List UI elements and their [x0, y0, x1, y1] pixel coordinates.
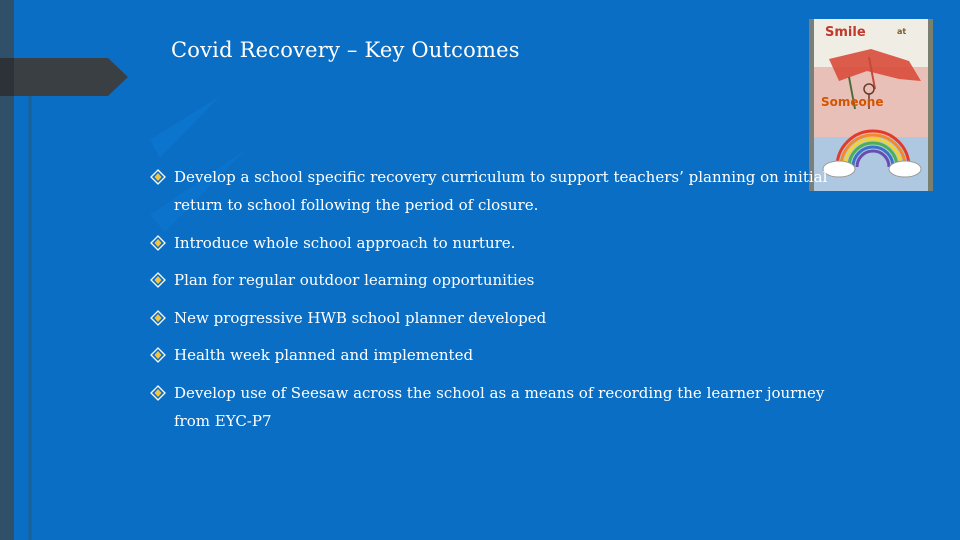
- decorative-stroke: [150, 96, 220, 158]
- drawing-word-someone: Someone: [821, 95, 884, 109]
- drawing-word-at: at: [897, 27, 907, 36]
- list-item-text: Develop use of Seesaw across the school as a means of recording the learner journey from EYC-P7: [174, 383, 825, 430]
- title-arrow-shape: [0, 58, 128, 96]
- diamond-arrow-bullet-icon: [150, 169, 166, 185]
- list-item-text: Introduce whole school approach to nurture.: [174, 233, 516, 252]
- diamond-arrow-bullet-icon: [150, 347, 166, 363]
- list-item: [150, 163, 830, 219]
- list-item-text: Develop a school specific recovery curriculum to support teachers’ planning on initial return to school following the period of closure.: [174, 168, 828, 214]
- diamond-arrow-bullet-icon: [150, 235, 166, 251]
- list-item-text: New progressive HWB school planner developed: [174, 308, 547, 327]
- drawing-word-smile: Smile: [825, 25, 866, 40]
- list-item: [150, 304, 830, 332]
- diamond-arrow-bullet-icon: [150, 310, 166, 326]
- list-item: [150, 341, 830, 369]
- slide-title: Covid Recovery – Key Outcomes: [171, 38, 520, 62]
- key-outcomes-list: [150, 163, 830, 444]
- diamond-arrow-bullet-icon: [150, 385, 166, 401]
- list-item-text: Plan for regular outdoor learning opportunities: [174, 271, 535, 289]
- list-item: [150, 229, 830, 257]
- list-item: [150, 379, 830, 435]
- diamond-arrow-bullet-icon: [150, 272, 166, 288]
- list-item: [150, 266, 830, 294]
- list-item-text: Health week planned and implemented: [174, 346, 474, 364]
